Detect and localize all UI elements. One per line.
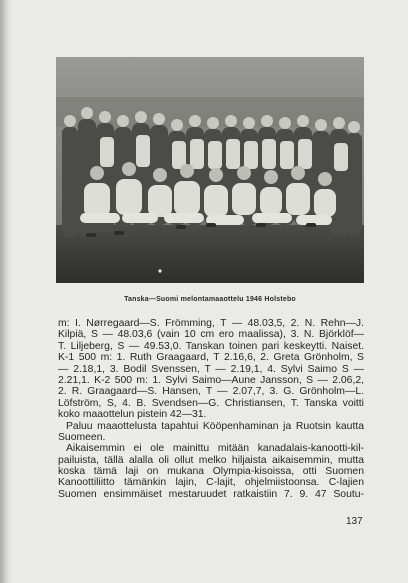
text-line: Kanoottiliitto tämänkin lajin, C-lajit, ohjelmiistoonsa. C-lajien: [58, 477, 364, 489]
photo-caption: Tanska—Suomi melontamaaottelu 1946 Holstebo: [124, 296, 296, 303]
text-line: Paluu maaottelusta tapahtui Kööpenhaminan ja Ruotsin kautta: [66, 420, 364, 432]
group-photo: [56, 57, 364, 283]
group-photo-image: [56, 57, 364, 283]
text-line: T. Liljeberg, S — 49.53,0. Tanskan toinen pari keskeytti. Naiset.: [58, 340, 364, 352]
text-line: Suomeen.: [58, 431, 106, 443]
text-line: koska tämä laji on mukana Olympia-kisoissa, otti Suomen: [58, 466, 364, 478]
page-number: 137: [346, 516, 363, 527]
body-text: [58, 318, 364, 500]
text-line: Kilpiä, S — 48.03,6 (vain 10 cm ero maalissa), 3. N. Björklöf—: [58, 329, 364, 341]
text-line: — 2.18,1, 3. Bodil Svenssen, T — 2.19,1, 4. Sylvi Saimo S —: [58, 363, 364, 375]
gutter-shadow: [0, 0, 10, 583]
text-line: pailuista, tällä alalla oli ollut melko hiljaista aikaisemmin, mutta: [58, 454, 364, 466]
text-line: K-1 500 m: 1. Ruth Graagaard, T 2.16,6, 2. Greta Grönholm, S: [58, 352, 364, 364]
text-line: 2. R. Graagaard—S. Hansen, T — 2.07,7, 3. G. Grönholm—L.: [58, 386, 364, 398]
text-line: m: I. Nørregaard—S. Frömming, T — 48.03,5, 2. N. Rehn—J.: [58, 318, 364, 329]
text-line: Suomen ensimmäiset mestaruudet ratkaistiin 7. 9. 47 Soutu-: [58, 488, 364, 500]
text-line: 2.21,1. K-2 500 m: 1. Sylvi Saimo—Aune Jansson, S — 2.06,2,: [58, 374, 364, 386]
text-line: koko maaottelun pistein 42—31.: [58, 409, 207, 421]
text-line: Löfström, S, 4. B. Svendsen—G. Christiansen, T. Tanska voitti: [58, 397, 364, 409]
text-line: Aikaisemmin ei ole mainittu mitään kanadalais-kanootti-kil-: [66, 443, 364, 455]
